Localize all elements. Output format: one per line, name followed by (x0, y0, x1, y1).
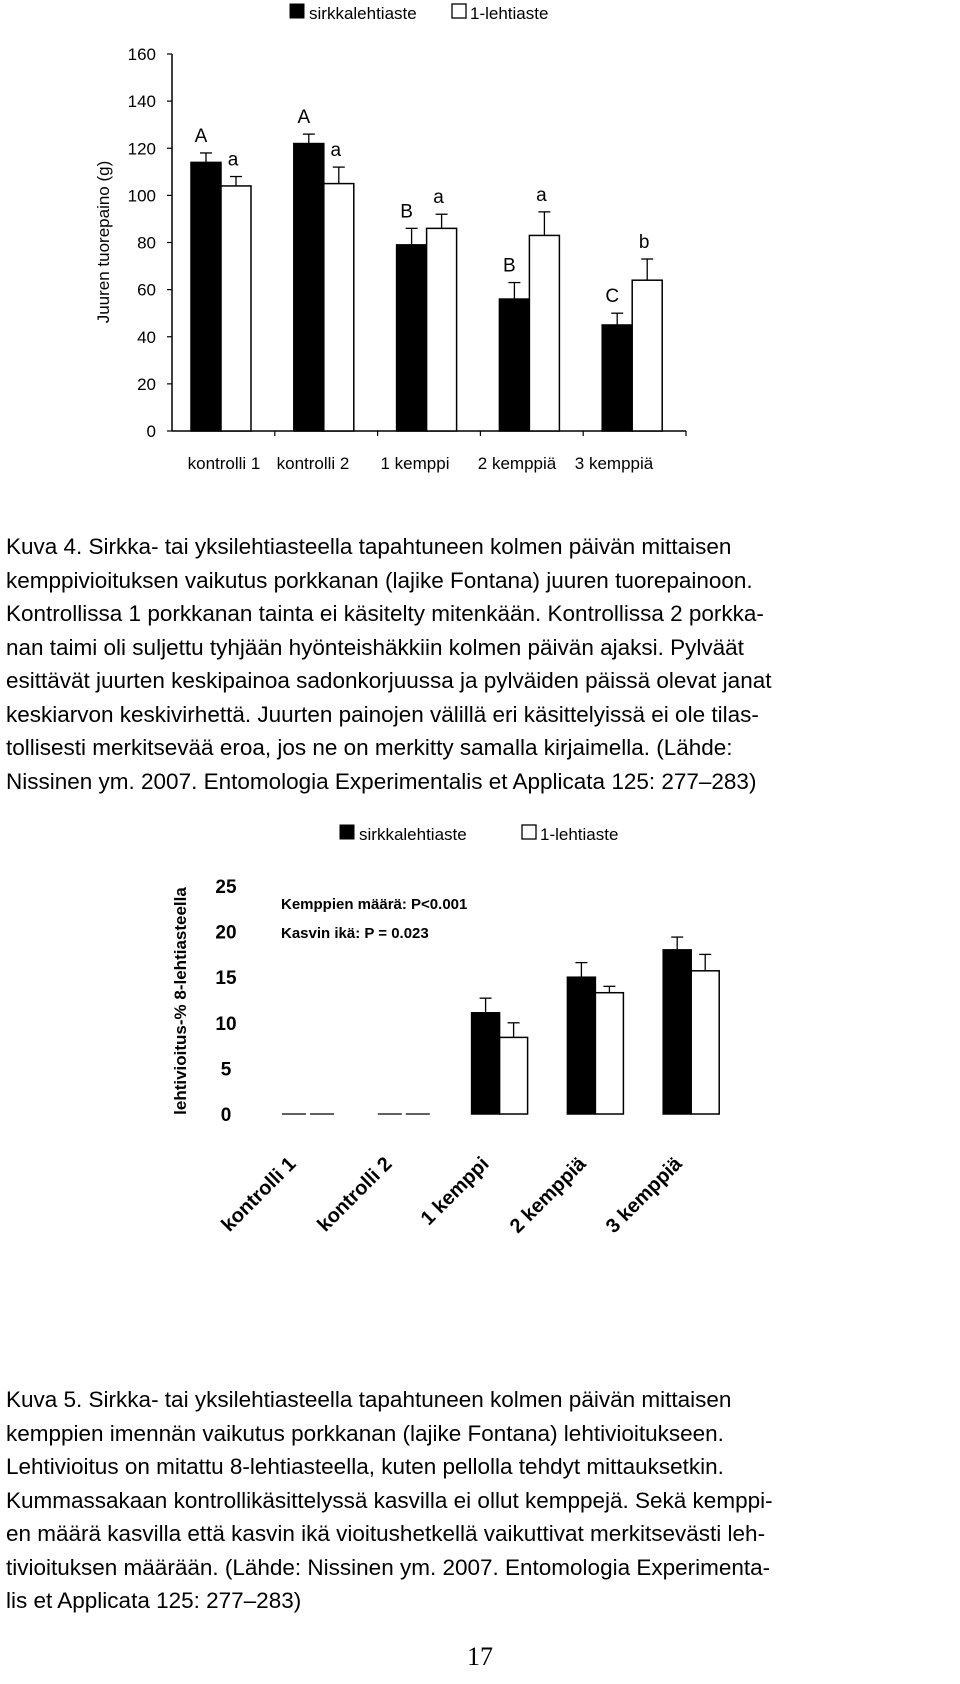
bar-1-lehtiaste (221, 186, 251, 431)
y-tick-label: 20 (215, 922, 237, 944)
x-tick-label: kontrolli 1 (187, 454, 261, 473)
legend-label: sirkkalehtiaste (359, 825, 467, 844)
bar-1-lehtiaste (427, 228, 457, 431)
x-tick-label: kontrolli 2 (276, 454, 350, 473)
y-tick-label: 25 (215, 877, 237, 898)
caption-line: kemppien imennän vaikutus porkkanan (lajike Fontana) lehtivioitukseen. (6, 1420, 724, 1446)
legend-swatch-1-lehtiaste (452, 4, 466, 18)
legend-label: 1-lehtiaste (540, 825, 619, 844)
significance-letter: B (400, 201, 413, 223)
y-tick-label: 5 (220, 1059, 232, 1081)
significance-letter: b (638, 231, 650, 253)
y-tick-label: 40 (137, 327, 156, 347)
caption-line: esittävät juurten keskipainoa sadonkorjuussa ja pylväiden päissä olevat janat (6, 668, 772, 693)
y-tick-label: 140 (127, 92, 156, 112)
caption-line: Lehtivioitus on mitattu 8-lehtiasteella, kuten pellolla tehdyt mittauksetkin. (6, 1454, 724, 1479)
y-tick-label: 0 (146, 422, 156, 441)
caption-line: nan taimi oli suljettu tyhjään hyönteishäkkiin kolmen päivän ajaksi. Pylväät (6, 634, 744, 660)
legend-swatch-sirkkalehtiaste (290, 4, 304, 18)
caption-line: Kummassakaan kontrollikäsittelyssä kasvilla ei ollut kemppejä. Sekä kemppi- (6, 1487, 773, 1513)
significance-letter: a (433, 187, 444, 209)
caption-line: Kuva 5. Sirkka- tai yksilehtiasteella tapahtuneen kolmen päivän mittaisen (6, 1387, 732, 1412)
legend-swatch-sirkkalehtiaste (340, 825, 354, 839)
bar-sirkkalehtiaste (294, 144, 324, 431)
significance-letter: A (194, 125, 208, 147)
bar-sirkkalehtiaste (663, 950, 691, 1114)
bar-1-lehtiaste (691, 971, 719, 1114)
legend-label: sirkkalehtiaste (309, 4, 417, 23)
significance-letter: a (227, 149, 239, 171)
x-tick-label: 1 kemppi (380, 454, 450, 473)
caption-line: Kuva 4. Sirkka- tai yksilehtiasteella tapahtuneen kolmen päivän mittaisen (6, 534, 732, 559)
caption-line: lis et Applicata 125: 277–283) (6, 1588, 302, 1613)
page-number: 17 (467, 1642, 493, 1671)
figure-4-caption (6, 530, 952, 798)
caption-line: kemppivioituksen vaikutus porkkanan (lajike Fontana) juuren tuorepainoon. (6, 567, 753, 593)
y-tick-label: 20 (137, 374, 156, 394)
bar-sirkkalehtiaste (602, 325, 632, 431)
bar-sirkkalehtiaste (397, 245, 427, 431)
x-tick-label: kontrolli 1 (217, 1152, 301, 1237)
x-tick-label: kontrolli 2 (313, 1152, 397, 1237)
caption-line: tollisesti merkitsevää eroa, jos ne on merkitty samalla kirjaimella. (Lähde: (6, 735, 733, 760)
significance-letter: B (503, 255, 516, 277)
y-tick-label: 10 (215, 1013, 237, 1035)
y-tick-label: 160 (127, 45, 156, 64)
y-axis-title: lehtivioitus-% 8-lehtiasteella (171, 887, 190, 1115)
y-tick-label: 80 (137, 233, 156, 253)
y-tick-label: 120 (127, 139, 156, 159)
legend-label: 1-lehtiaste (470, 4, 549, 23)
annotation: Kasvin ikä: P = 0.023 (281, 925, 429, 942)
y-tick-label: 15 (215, 968, 237, 990)
bar-1-lehtiaste (595, 993, 623, 1114)
bar-1-lehtiaste (500, 1037, 528, 1114)
x-tick-label: 1 kemppi (416, 1152, 494, 1230)
caption-line: Nissinen ym. 2007. Entomologia Experimentalis et Applicata 125: 277–283) (6, 768, 757, 794)
significance-letter: A (297, 107, 311, 129)
leaf-damage-chart (0, 825, 960, 1350)
x-tick-label: 2 kemppiä (505, 1152, 591, 1238)
bar-sirkkalehtiaste (191, 162, 221, 431)
significance-letter: a (330, 140, 342, 162)
caption-line: Kontrollissa 1 porkkanan tainta ei käsitelty mitenkään. Kontrollissa 2 porkka- (6, 601, 764, 626)
y-tick-label: 100 (127, 186, 156, 206)
bar-1-lehtiaste (324, 184, 354, 431)
legend-swatch-1-lehtiaste (522, 825, 536, 839)
figure-5-caption (6, 1383, 952, 1618)
annotation: Kemppien määrä: P<0.001 (281, 896, 468, 913)
y-axis-title: Juuren tuorepaino (g) (94, 160, 113, 324)
caption-line: tivioituksen määrään. (Lähde: Nissinen ym. 2007. Entomologia Experimenta- (6, 1554, 771, 1580)
caption-line: keskiarvon keskivirhettä. Juurten painojen välillä eri käsittelyissä ei ole tilas- (6, 701, 759, 727)
bar-sirkkalehtiaste (567, 977, 595, 1114)
bar-1-lehtiaste (632, 280, 662, 431)
bar-1-lehtiaste (529, 235, 559, 431)
root-weight-chart (0, 0, 960, 500)
significance-letter: a (536, 184, 547, 206)
bar-sirkkalehtiaste (472, 1013, 500, 1114)
x-tick-label: 3 kemppiä (601, 1152, 687, 1238)
caption-line: en määrä kasvilla että kasvin ikä vioitushetkellä vaikuttivat merkitsevästi leh- (6, 1521, 766, 1546)
y-tick-label: 60 (137, 280, 156, 300)
x-tick-label: 2 kemppiä (477, 454, 557, 473)
x-tick-label: 3 kemppiä (574, 454, 654, 473)
bar-sirkkalehtiaste (499, 299, 529, 431)
significance-letter: C (605, 286, 620, 308)
y-tick-label: 0 (220, 1105, 232, 1126)
